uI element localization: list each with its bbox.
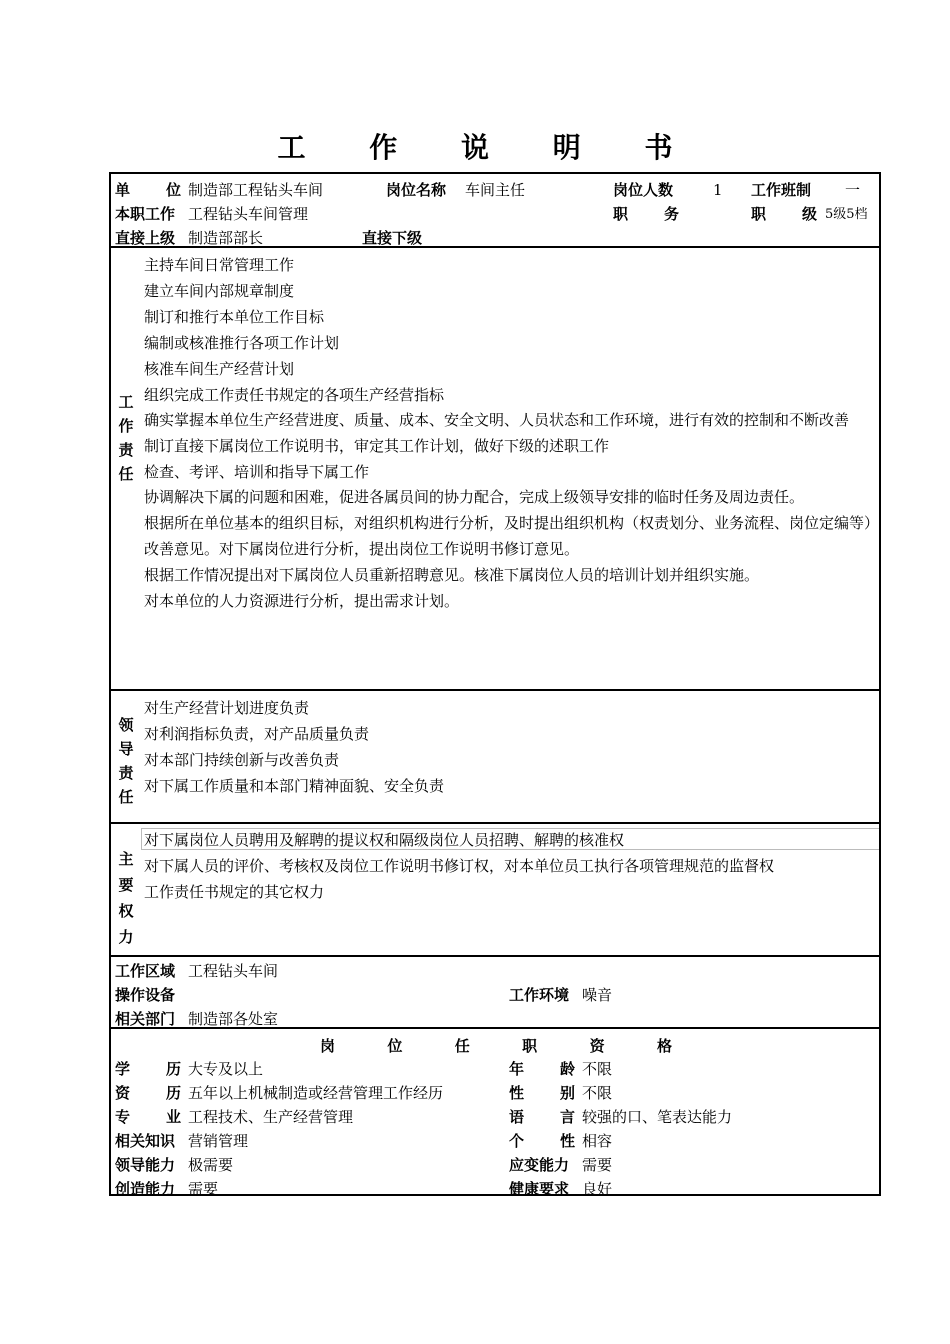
qualification-value: 极需要 <box>188 1156 234 1174</box>
qualification-value: 良好 <box>582 1180 613 1198</box>
area-label: 工作区域 <box>115 962 176 980</box>
qualification-label: 学 历 <box>115 1060 181 1078</box>
qualification-label: 领导能力 <box>115 1156 176 1174</box>
subordinate-label: 直接下级 <box>362 229 423 247</box>
qualification-value: 需要 <box>188 1180 219 1198</box>
responsibility-item: 主持车间日常管理工作 <box>144 256 295 274</box>
env-label: 工作环境 <box>509 986 570 1004</box>
equipment-label: 操作设备 <box>115 986 176 1004</box>
shift-value: 一 <box>845 181 861 199</box>
qualification-value: 需要 <box>582 1156 613 1174</box>
area-value: 工程钻头车间 <box>188 962 279 980</box>
responsibility-item: 确实掌握本单位生产经营进度、质量、成本、安全文明、人员状态和工作环境，进行有效的控制和不断改善 <box>144 411 850 429</box>
duty-label: 职 务 <box>613 205 679 223</box>
qualification-value: 营销管理 <box>188 1132 249 1150</box>
qualification-label: 性 别 <box>509 1084 575 1102</box>
qualification-label: 应变能力 <box>509 1156 570 1174</box>
qualification-value: 较强的口、笔表达能力 <box>582 1108 733 1126</box>
qualification-label: 创造能力 <box>115 1180 176 1198</box>
responsibilities-label: 工 作 责 任 <box>118 393 134 483</box>
post-name-value: 车间主任 <box>465 181 526 199</box>
responsibility-item: 根据所在单位基本的组织目标，对组织机构进行分析，及时提出组织机构（权责划分、业务流程、岗位定编等）改善意见。对下属岗位进行分析，提出岗位工作说明书修订意见。 <box>144 514 872 558</box>
qualification-value: 工程技术、生产经营管理 <box>188 1108 354 1126</box>
leadership-label: 领 导 责 任 <box>118 716 134 806</box>
power-item: 对下属人员的评价、考核权及岗位工作说明书修订权，对本单位员工执行各项管理规范的监督权 <box>144 857 775 875</box>
qualification-value: 相容 <box>582 1132 613 1150</box>
leadership-item: 对下属工作质量和本部门精神面貌、安全负责 <box>144 777 445 795</box>
qualification-label: 个 性 <box>509 1132 575 1150</box>
post-count-value: 1 <box>713 181 723 199</box>
qualification-label: 资 历 <box>115 1084 181 1102</box>
leadership-list <box>144 695 878 799</box>
superior-label: 直接上级 <box>115 229 176 247</box>
post-name-label: 岗位名称 <box>386 181 447 199</box>
responsibility-item: 根据工作情况提出对下属岗位人员重新招聘意见。核准下属岗位人员的培训计划并组织实施。 <box>144 566 760 584</box>
responsibility-item: 制订直接下属岗位工作说明书，审定其工作计划，做好下级的述职工作 <box>144 437 610 455</box>
power-item: 对下属岗位人员聘用及解聘的提议权和隔级岗位人员招聘、解聘的核准权 <box>144 831 625 849</box>
divider <box>109 1027 881 1029</box>
unit-value: 制造部工程钻头车间 <box>188 181 324 199</box>
divider <box>109 246 881 248</box>
leadership-item: 对生产经营计划进度负责 <box>144 699 310 717</box>
qualification-label: 专 业 <box>115 1108 181 1126</box>
powers-list <box>144 827 878 905</box>
responsibility-item: 核准车间生产经营计划 <box>144 360 295 378</box>
dept-value: 制造部各处室 <box>188 1010 279 1028</box>
qualification-heading: 岗 位 任 职 资 格 <box>320 1037 672 1055</box>
leadership-item: 对利润指标负责，对产品质量负责 <box>144 725 370 743</box>
divider <box>109 822 881 824</box>
main-work-value: 工程钻头车间管理 <box>188 205 309 223</box>
power-item: 工作责任书规定的其它权力 <box>144 883 325 901</box>
qualification-value: 不限 <box>582 1060 613 1078</box>
superior-value: 制造部部长 <box>188 229 264 247</box>
qualification-label: 相关知识 <box>115 1132 176 1150</box>
post-count-label: 岗位人数 <box>613 181 674 199</box>
divider <box>109 689 881 691</box>
divider <box>109 955 881 957</box>
grade-label: 职 级 <box>751 205 817 223</box>
responsibility-item: 建立车间内部规章制度 <box>144 282 295 300</box>
responsibility-item: 检查、考评、培训和指导下属工作 <box>144 463 370 481</box>
unit-label: 单 位 <box>115 181 181 199</box>
qualification-label: 健康要求 <box>509 1180 570 1198</box>
env-value: 噪音 <box>582 986 613 1004</box>
powers-label: 主 要 权 力 <box>118 850 134 946</box>
qualification-label: 语 言 <box>509 1108 575 1126</box>
qualification-label: 年 龄 <box>509 1060 575 1078</box>
main-work-label: 本职工作 <box>115 205 176 223</box>
qualification-value: 大专及以上 <box>188 1060 264 1078</box>
grade-value: 5级5档 <box>825 207 868 222</box>
shift-label: 工作班制 <box>751 181 812 199</box>
responsibility-item: 制订和推行本单位工作目标 <box>144 308 325 326</box>
dept-label: 相关部门 <box>115 1010 176 1028</box>
qualification-value: 不限 <box>582 1084 613 1102</box>
responsibilities-list <box>144 252 878 614</box>
responsibility-item: 编制或核准推行各项工作计划 <box>144 334 340 352</box>
responsibility-item: 协调解决下属的问题和困难，促进各属员间的协力配合，完成上级领导安排的临时任务及周边责任。 <box>144 488 805 506</box>
responsibility-item: 对本单位的人力资源进行分析，提出需求计划。 <box>144 592 460 610</box>
qualification-value: 五年以上机械制造或经营管理工作经历 <box>188 1084 444 1102</box>
page-title: 工 作 说 明 书 <box>277 131 700 164</box>
leadership-item: 对本部门持续创新与改善负责 <box>144 751 340 769</box>
responsibility-item: 组织完成工作责任书规定的各项生产经营指标 <box>144 386 445 404</box>
